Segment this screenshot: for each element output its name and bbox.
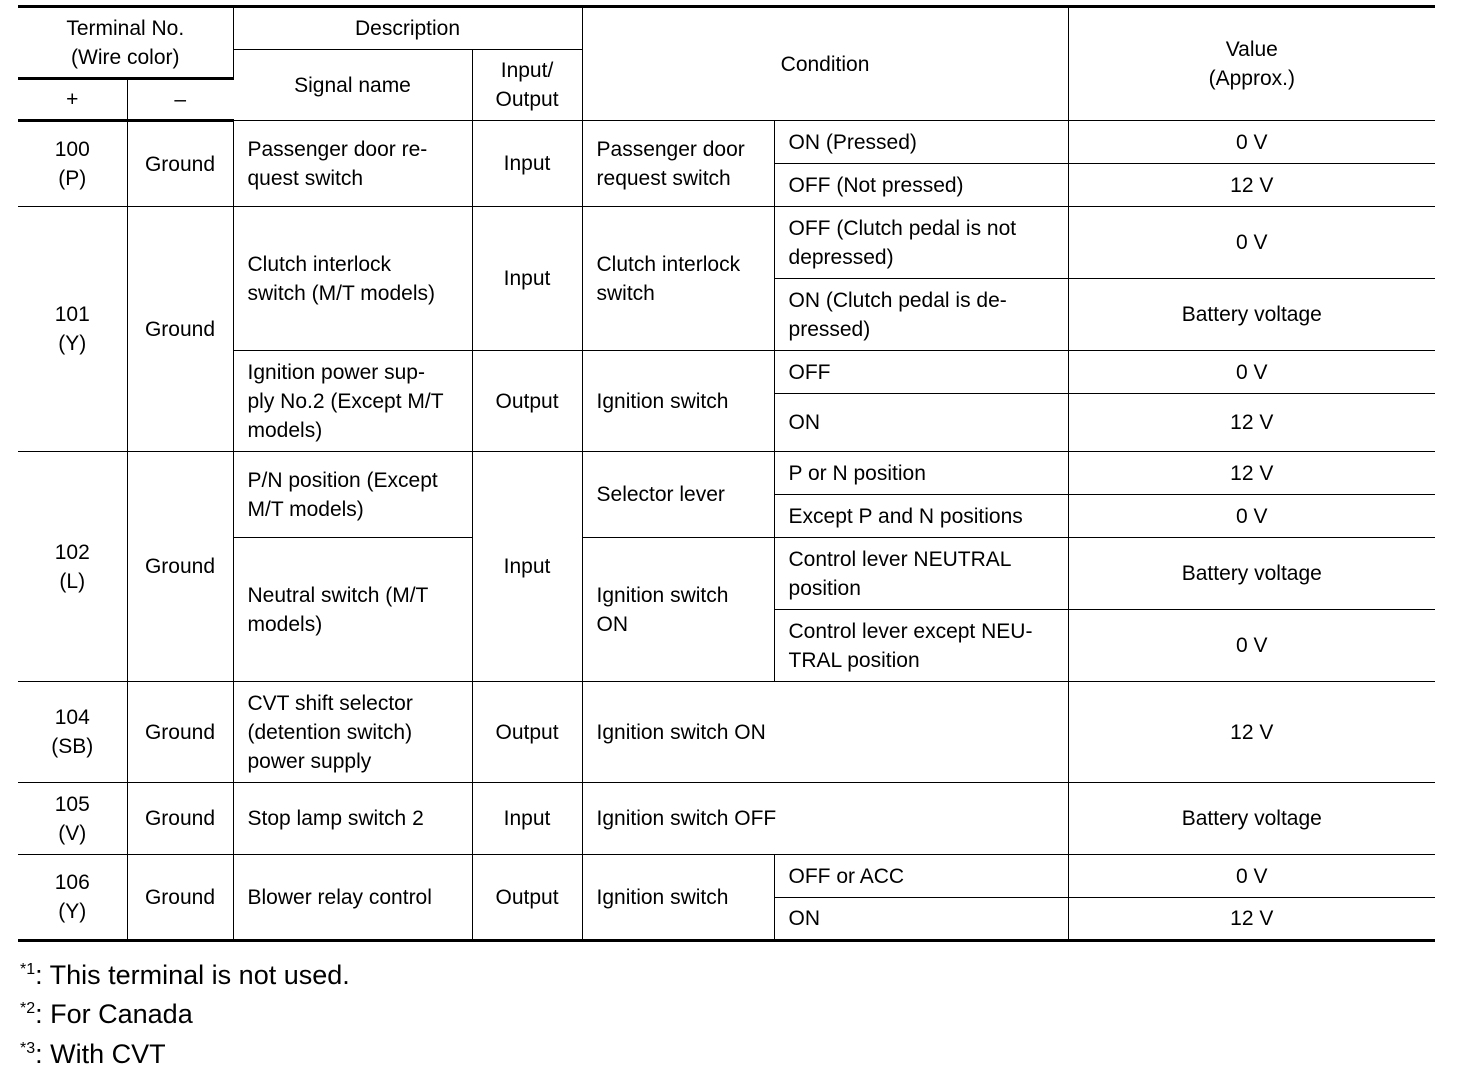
- value: 0 V: [1068, 855, 1435, 898]
- header-signal-name: Signal name: [233, 50, 472, 121]
- signal-line: (detention switch): [247, 720, 413, 744]
- signal-name: [233, 452, 472, 538]
- terminal-ground: Ground: [127, 207, 233, 452]
- state-line: Control lever NEUTRAL: [788, 547, 1012, 571]
- condition-name: Selector lever: [582, 452, 774, 538]
- header-terminal-line2: (Wire color): [71, 45, 180, 69]
- signal-name: Stop lamp switch 2: [233, 783, 472, 855]
- io-type: Output: [472, 682, 582, 783]
- footnote-text: : With CVT: [35, 1039, 166, 1069]
- value: Battery voltage: [1068, 279, 1435, 351]
- terminal-number: 106: [54, 871, 90, 894]
- terminal-ground: Ground: [127, 783, 233, 855]
- terminal-104: [18, 682, 127, 783]
- condition-state: [774, 207, 1068, 279]
- wire-color: (V): [58, 821, 87, 845]
- header-terminal-no: [18, 7, 233, 79]
- header-description: Description: [233, 7, 582, 50]
- header-io-line2: Output: [495, 88, 559, 111]
- terminal-number: 105: [54, 792, 90, 816]
- signal-line: models): [247, 612, 323, 636]
- condition-line: Passenger door: [596, 137, 745, 161]
- header-value-line1: Value: [1225, 38, 1278, 61]
- condition-state: P or N position: [774, 452, 1068, 495]
- value: 0 V: [1068, 495, 1435, 538]
- condition-name: Ignition switch ON: [582, 682, 1068, 783]
- value: 0 V: [1068, 610, 1435, 682]
- value: 12 V: [1068, 164, 1435, 207]
- state-line: pressed): [788, 317, 871, 341]
- condition-line: switch: [596, 281, 655, 305]
- condition-line: Ignition switch: [596, 583, 729, 607]
- io-type: Input: [472, 121, 582, 207]
- state-line: depressed): [788, 245, 894, 269]
- signal-name: [233, 538, 472, 682]
- condition-line: Clutch interlock: [596, 252, 741, 276]
- terminal-number: 102: [54, 540, 90, 564]
- condition-state: ON: [774, 898, 1068, 941]
- wire-color: (P): [58, 167, 87, 190]
- condition-line: ON: [596, 612, 629, 636]
- terminal-105: [18, 783, 127, 855]
- header-plus: +: [18, 79, 127, 121]
- header-minus: –: [127, 79, 233, 121]
- value: 0 V: [1068, 207, 1435, 279]
- condition-state: ON: [774, 394, 1068, 452]
- io-type: Input: [472, 452, 582, 682]
- value: 0 V: [1068, 351, 1435, 394]
- condition-name: Ignition switch: [582, 855, 774, 941]
- signal-name: Blower relay control: [233, 855, 472, 941]
- signal-line: Ignition power sup-: [247, 360, 425, 384]
- condition-name: [582, 121, 774, 207]
- terminal-ground: Ground: [127, 121, 233, 207]
- value: Battery voltage: [1068, 538, 1435, 610]
- signal-name: [233, 207, 472, 351]
- header-terminal-line1: Terminal No.: [66, 16, 185, 40]
- terminal-100: [18, 121, 127, 207]
- value: 0 V: [1068, 121, 1435, 164]
- condition-name: [582, 207, 774, 351]
- signal-line: CVT shift selector: [247, 691, 413, 715]
- condition-name: Ignition switch: [582, 351, 774, 452]
- terminal-ground: Ground: [127, 682, 233, 783]
- state-line: TRAL position: [788, 648, 920, 672]
- io-type: Output: [472, 351, 582, 452]
- state-line: Control lever except NEU-: [788, 619, 1033, 643]
- header-condition: Condition: [582, 7, 1068, 121]
- signal-line: M/T models): [247, 497, 364, 521]
- footnote-mark: *1: [20, 961, 36, 978]
- signal-line: ply No.2 (Except M/T: [247, 389, 444, 413]
- condition-state: OFF: [774, 351, 1068, 394]
- io-type: Output: [472, 855, 582, 941]
- footnote-3: [20, 1034, 166, 1069]
- footnote-mark: *3: [20, 1040, 36, 1057]
- condition-state: [774, 279, 1068, 351]
- footnote-1: [20, 955, 350, 990]
- footnote-2: [20, 994, 193, 1029]
- value: 12 V: [1068, 682, 1435, 783]
- condition-line: request switch: [596, 166, 731, 190]
- condition-state: OFF (Not pressed): [774, 164, 1068, 207]
- signal-line: P/N position (Except: [247, 468, 438, 492]
- signal-line: quest switch: [247, 166, 364, 190]
- signal-line: Neutral switch (M/T: [247, 583, 429, 607]
- footnote-text: : For Canada: [35, 999, 193, 1029]
- terminal-101: [18, 207, 127, 452]
- terminal-ground: Ground: [127, 452, 233, 682]
- condition-name: [582, 538, 774, 682]
- condition-state: [774, 610, 1068, 682]
- wire-color: (SB): [51, 735, 94, 758]
- wire-color: (Y): [58, 900, 87, 923]
- header-input-output: [472, 50, 582, 121]
- state-line: OFF (Clutch pedal is not: [788, 216, 1017, 240]
- state-line: position: [788, 576, 861, 600]
- io-type: Input: [472, 783, 582, 855]
- value: 12 V: [1068, 394, 1435, 452]
- signal-name: [233, 351, 472, 452]
- value: Battery voltage: [1068, 783, 1435, 855]
- header-value-line2: (Approx.): [1208, 67, 1295, 90]
- condition-state: OFF or ACC: [774, 855, 1068, 898]
- terminal-ground: Ground: [127, 855, 233, 941]
- signal-line: Passenger door re-: [247, 137, 428, 161]
- terminal-number: 100: [54, 138, 90, 161]
- terminal-number: 101: [54, 303, 90, 326]
- header-io-line1: Input/: [500, 59, 554, 82]
- signal-name: [233, 121, 472, 207]
- terminal-106: [18, 855, 127, 941]
- condition-state: Except P and N positions: [774, 495, 1068, 538]
- terminal-102: [18, 452, 127, 682]
- signal-line: Clutch interlock: [247, 252, 392, 276]
- terminal-spec-table: [18, 5, 1435, 942]
- value: 12 V: [1068, 452, 1435, 495]
- wire-color: (L): [59, 569, 86, 593]
- condition-name: Ignition switch OFF: [582, 783, 1068, 855]
- condition-state: ON (Pressed): [774, 121, 1068, 164]
- footnote-mark: *2: [20, 1000, 36, 1017]
- signal-line: switch (M/T models): [247, 281, 435, 305]
- state-line: ON (Clutch pedal is de-: [788, 288, 1007, 312]
- signal-name: [233, 682, 472, 783]
- header-value: [1068, 7, 1435, 121]
- terminal-number: 104: [54, 706, 90, 729]
- io-type: Input: [472, 207, 582, 351]
- signal-line: models): [247, 418, 323, 442]
- footnote-text: : This terminal is not used.: [35, 960, 350, 990]
- signal-line: power supply: [247, 749, 372, 773]
- condition-state: [774, 538, 1068, 610]
- value: 12 V: [1068, 898, 1435, 941]
- wire-color: (Y): [58, 332, 87, 355]
